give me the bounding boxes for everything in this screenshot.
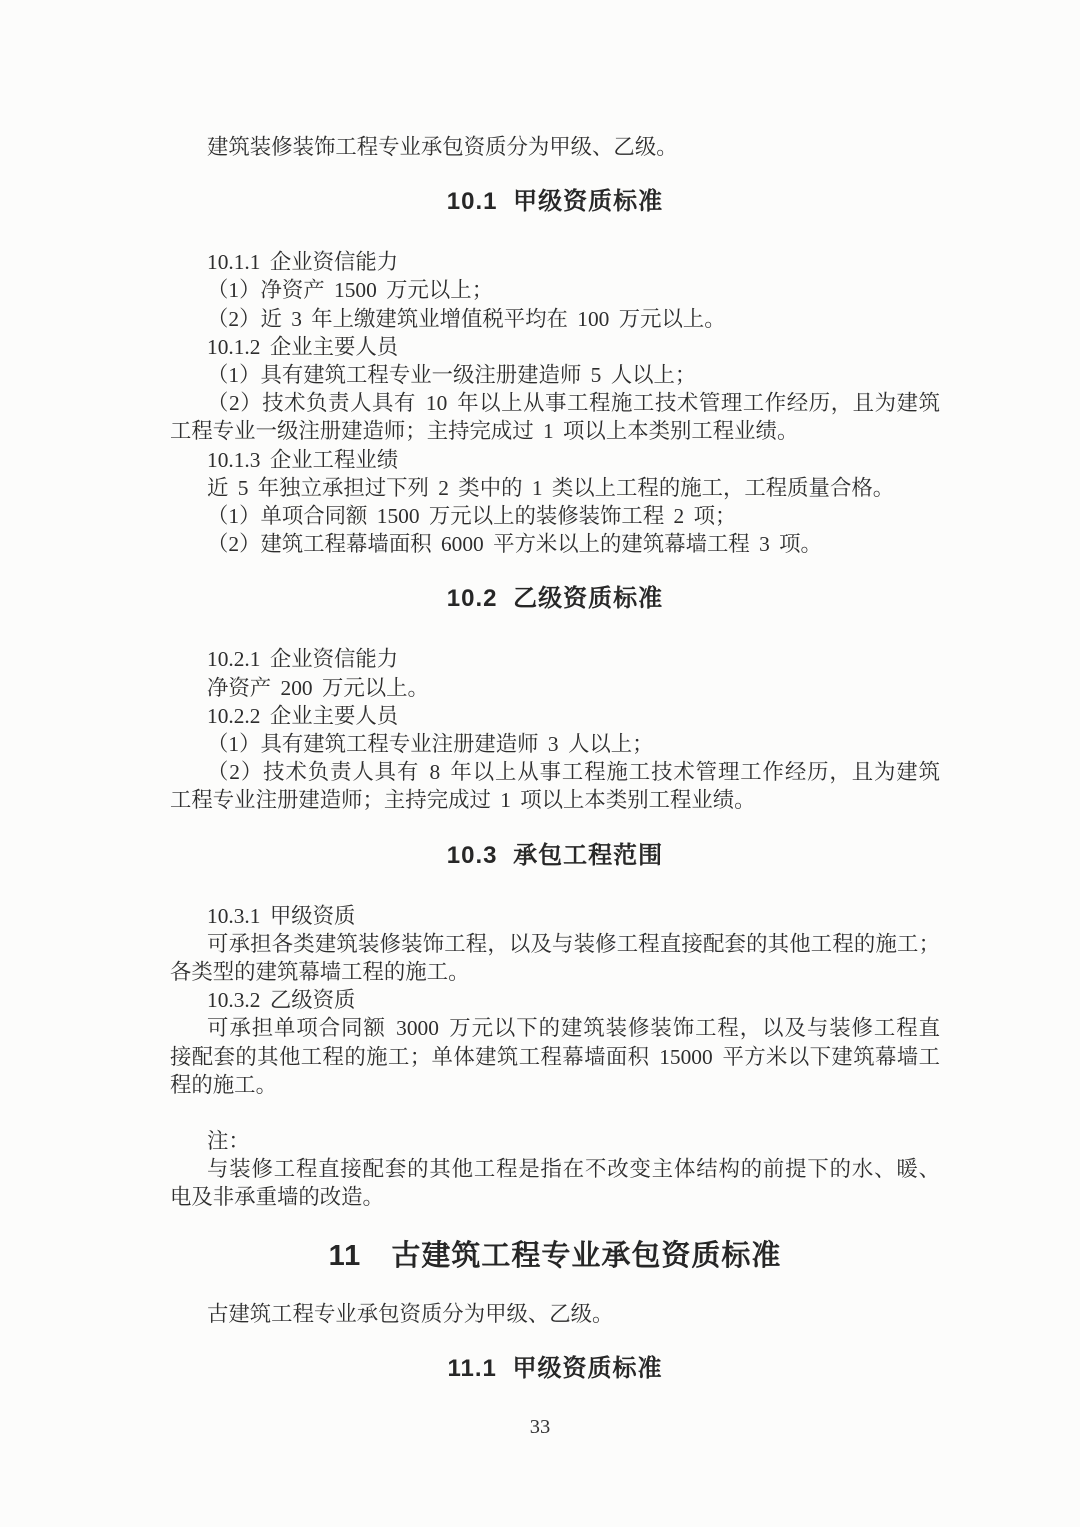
clause-10-2-1-title [170,645,940,673]
document-content [170,0,940,1415]
clause-10-3-1-body [170,930,940,986]
text-line: （1）单项合同额 1500 万元以上的装修装饰工程 2 项； [207,504,737,529]
text-line: （2）近 3 年上缴建筑业增值税平均在 100 万元以上。 [207,306,726,331]
text-line: 电及非承重墙的改造。 [170,1185,384,1210]
text-line: 古建筑工程专业承包资质分为甲级、乙级。 [207,1301,614,1326]
clause-10-2-2-item-1 [170,730,940,758]
text-line: 10.2.2 企业主要人员 [207,703,399,728]
clause-10-3-2-title [170,986,940,1014]
text-line: 10.1.2 企业主要人员 [207,334,399,359]
clause-10-1-3-lead [170,474,940,502]
text-line: 10.3.1 甲级资质 [207,903,356,928]
text-line: 工程专业一级注册建造师；主持完成过 1 项以上本类别工程业绩。 [170,419,799,444]
heading-10-2: 10.2 乙级资质标准 [446,585,664,613]
clause-10-2-2-title [170,702,940,730]
clause-10-1-3-title [170,446,940,474]
intro-paragraph-10 [170,133,940,161]
chapter-title: 古建筑工程专业承包资质标准 [391,1239,782,1272]
text-line: 注： [207,1129,250,1154]
text-line: 与装修工程直接配套的其他工程是指在不改变主体结构的前提下的水、暖、 [207,1157,940,1182]
note-body [170,1155,940,1211]
text-line: 程的施工。 [170,1072,277,1097]
text-line: （2）建筑工程幕墙面积 6000 平方米以上的建筑幕墙工程 3 项。 [207,532,822,557]
text-line: 各类型的建筑幕墙工程的施工。 [170,960,470,985]
heading-11 [170,1238,940,1274]
text-line: （1）具有建筑工程专业一级注册建造师 5 人以上； [207,363,697,388]
text-line: 可承担单项合同额 3000 万元以下的建筑装修装饰工程，以及与装修工程直 [207,1016,940,1041]
heading-10-1: 10.1 甲级资质标准 [446,188,664,216]
text-line: （2）技术负责人具有 8 年以上从事工程施工技术管理工作经历，且为建筑 [207,760,940,785]
heading-10-3: 10.3 承包工程范围 [446,841,664,869]
text-line: 10.3.2 乙级资质 [207,988,356,1013]
clause-10-1-1-item-2 [170,305,940,333]
intro-paragraph-11 [170,1300,940,1328]
clause-10-1-1-title [170,248,940,276]
clause-10-1-3-item-2 [170,530,940,558]
chapter-number: 11 [328,1239,362,1272]
clause-10-1-1-item-1 [170,276,940,304]
text-line: （1）具有建筑工程专业注册建造师 3 人以上； [207,732,654,757]
clause-10-2-1-body [170,674,940,702]
text-line: 近 5 年独立承担过下列 2 类中的 1 类以上工程的施工，工程质量合格。 [207,475,895,500]
text-line: 10.1.1 企业资信能力 [207,250,399,275]
text-line: 工程专业注册建造师；主持完成过 1 项以上本类别工程业绩。 [170,788,756,813]
text-line: 可承担各类建筑装修装饰工程，以及与装修工程直接配套的其他工程的施工； [207,931,940,956]
text-line: 净资产 200 万元以上。 [207,675,429,700]
clause-10-1-2-title [170,333,940,361]
clause-10-1-2-item-2 [170,389,940,445]
text-line: 接配套的其他工程的施工；单体建筑工程幕墙面积 15000 平方米以下建筑幕墙工 [170,1044,940,1069]
clause-10-3-1-title [170,902,940,930]
note-label [170,1127,940,1155]
clause-10-1-2-item-1 [170,361,940,389]
page-number: 33 [529,1416,551,1438]
text-line: 建筑装修装饰工程专业承包资质分为甲级、乙级。 [207,135,678,159]
text-line: （2）技术负责人具有 10 年以上从事工程施工技术管理工作经历，且为建筑 [207,391,940,416]
text-line: 10.1.3 企业工程业绩 [207,447,399,472]
text-line: （1）净资产 1500 万元以上； [207,278,494,303]
clause-10-2-2-item-2 [170,758,940,814]
clause-10-3-2-body [170,1014,940,1099]
clause-10-1-3-item-1 [170,502,940,530]
text-line: 10.2.1 企业资信能力 [207,647,399,672]
heading-11-1: 11.1 甲级资质标准 [447,1354,663,1382]
